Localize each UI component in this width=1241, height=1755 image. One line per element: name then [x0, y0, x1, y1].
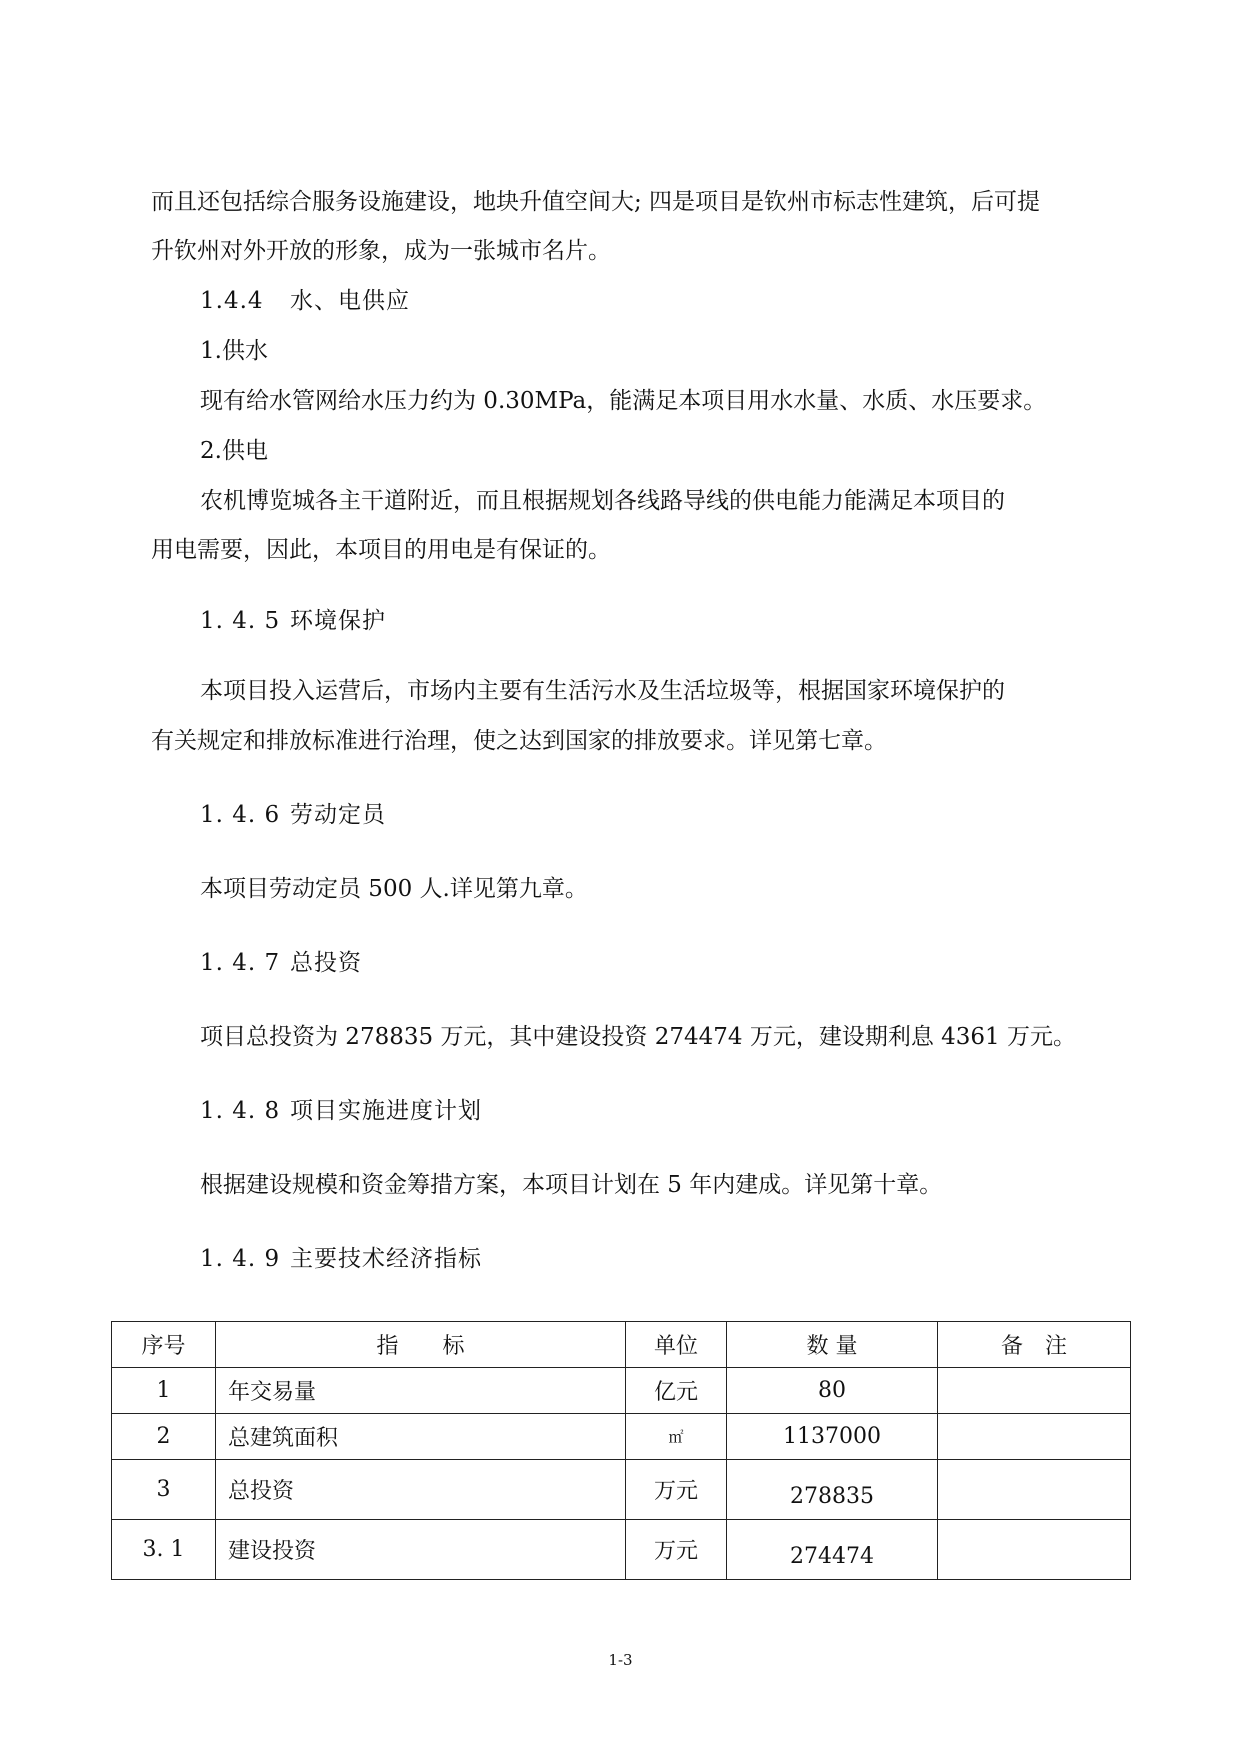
section-title: 项目实施进度计划: [290, 1098, 482, 1124]
indicators-table: [111, 1321, 1131, 1580]
section-title: 劳动定员: [290, 802, 386, 828]
table-header-row: [112, 1322, 1131, 1368]
cell-remark: [938, 1414, 1131, 1460]
water-supply-heading: 1.供水: [200, 338, 268, 364]
header-seq: 序号: [112, 1322, 216, 1368]
intro-line-1: 而且还包括综合服务设施建设，地块升值空间大; 四是项目是钦州市标志性建筑，后可提: [151, 189, 1041, 215]
section-title: 总投资: [290, 950, 362, 976]
power-supply-text-line-2: 用电需要，因此，本项目的用电是有保证的。: [151, 537, 611, 563]
cell-indicator: 年交易量: [216, 1368, 626, 1414]
section-heading-1-4-4: [200, 286, 410, 316]
header-unit: 单位: [626, 1322, 727, 1368]
staffing-text: 本项目劳动定员 500 人.详见第九章。: [200, 876, 588, 902]
intro-line-2: 升钦州对外开放的形象，成为一张城市名片。: [151, 238, 611, 264]
section-heading-1-4-7: [200, 948, 362, 978]
section-heading-1-4-9: [200, 1244, 482, 1274]
cell-unit: 万元: [626, 1520, 727, 1580]
environment-text-line-2: 有关规定和排放标准进行治理，使之达到国家的排放要求。详见第七章。: [151, 728, 887, 754]
section-number: 1. 4. 8: [200, 1098, 281, 1124]
cell-quantity: 1137000: [727, 1414, 938, 1460]
cell-quantity: 278835: [727, 1460, 938, 1520]
section-title: 水、电供应: [290, 288, 410, 314]
cell-unit: ㎡: [626, 1414, 727, 1460]
page-number: 1-3: [608, 1651, 633, 1669]
cell-quantity: 274474: [727, 1520, 938, 1580]
section-heading-1-4-6: [200, 800, 386, 830]
cell-unit: 亿元: [626, 1368, 727, 1414]
cell-quantity: 80: [727, 1368, 938, 1414]
environment-text-line-1: 本项目投入运营后，市场内主要有生活污水及生活垃圾等，根据国家环境保护的: [200, 678, 1005, 704]
cell-indicator: 总建筑面积: [216, 1414, 626, 1460]
header-quantity: 数 量: [727, 1322, 938, 1368]
cell-indicator: 建设投资: [216, 1520, 626, 1580]
header-indicator: 指 标: [216, 1322, 626, 1368]
cell-remark: [938, 1460, 1131, 1520]
water-supply-text: 现有给水管网给水压力约为 0.30MPa，能满足本项目用水水量、水质、水压要求。: [200, 388, 1047, 414]
section-number: 1. 4. 6: [200, 802, 281, 828]
table-row: [112, 1460, 1131, 1520]
cell-remark: [938, 1368, 1131, 1414]
power-supply-heading: 2.供电: [200, 438, 268, 464]
cell-seq: 2: [112, 1414, 216, 1460]
cell-indicator: 总投资: [216, 1460, 626, 1520]
cell-seq: 3: [112, 1460, 216, 1520]
investment-text: 项目总投资为 278835 万元，其中建设投资 274474 万元，建设期利息 4361 万元。: [200, 1024, 1076, 1050]
table-row: [112, 1414, 1131, 1460]
section-title: 主要技术经济指标: [290, 1246, 482, 1272]
section-title: 环境保护: [290, 608, 386, 634]
section-heading-1-4-8: [200, 1096, 482, 1126]
header-remark: 备 注: [938, 1322, 1131, 1368]
section-heading-1-4-5: [200, 606, 386, 636]
cell-remark: [938, 1520, 1131, 1580]
table-row: [112, 1368, 1131, 1414]
section-number: 1.4.4: [200, 288, 264, 314]
cell-seq: 3. 1: [112, 1520, 216, 1580]
table-row: [112, 1520, 1131, 1580]
cell-seq: 1: [112, 1368, 216, 1414]
section-number: 1. 4. 5: [200, 608, 281, 634]
cell-unit: 万元: [626, 1460, 727, 1520]
section-number: 1. 4. 7: [200, 950, 281, 976]
section-number: 1. 4. 9: [200, 1246, 281, 1272]
schedule-text: 根据建设规模和资金筹措方案，本项目计划在 5 年内建成。详见第十章。: [200, 1172, 943, 1198]
power-supply-text-line-1: 农机博览城各主干道附近，而且根据规划各线路导线的供电能力能满足本项目的: [200, 488, 1005, 514]
